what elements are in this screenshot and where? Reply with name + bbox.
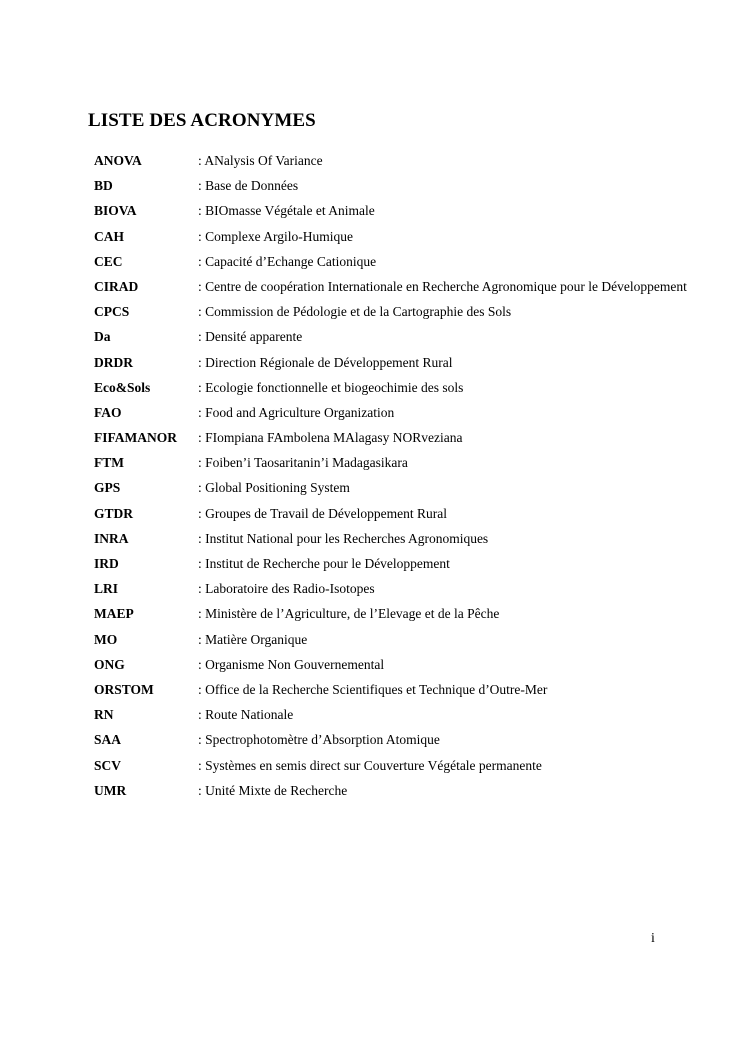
acronym-definition: : BIOmasse Végétale et Animale xyxy=(198,203,375,219)
acronym-definition: : Institut de Recherche pour le Développement xyxy=(198,556,450,571)
acronym-abbr: CEC xyxy=(94,253,123,269)
acronym-definition: : Global Positioning System xyxy=(198,480,350,496)
acronym-row xyxy=(94,176,739,201)
acronym-row xyxy=(94,756,739,781)
acronym-abbr: ONG xyxy=(94,656,125,672)
acronym-definition: : Complexe Argilo-Humique xyxy=(198,228,353,244)
acronym-abbr: GTDR xyxy=(94,505,134,521)
acronym-row xyxy=(94,277,739,302)
acronym-abbr: GPS xyxy=(94,480,121,496)
acronym-row xyxy=(94,151,739,176)
acronym-row xyxy=(94,529,739,554)
acronym-abbr: CPCS xyxy=(94,304,130,320)
acronym-definition: : Route Nationale xyxy=(198,707,294,723)
acronym-row xyxy=(94,353,739,378)
acronym-row xyxy=(94,378,739,403)
acronym-abbr: FAO xyxy=(94,404,122,420)
acronym-definition: : Laboratoire des Radio-Isotopes xyxy=(198,581,375,597)
acronym-definition: : FIompiana FAmbolena MAlagasy NORveziana xyxy=(198,430,463,446)
acronym-row xyxy=(94,630,739,655)
acronym-abbr: FIFAMANOR xyxy=(94,430,177,446)
acronym-definition: : ANalysis Of Variance xyxy=(198,153,323,168)
acronym-abbr: DRDR xyxy=(94,354,133,370)
acronym-row xyxy=(94,781,739,806)
acronym-row xyxy=(94,730,739,755)
acronym-definition: : Centre de coopération Internationale en Recherche Agronomique pour le Développement xyxy=(198,278,687,294)
acronym-definition: : Groupes de Travail de Développement Rural xyxy=(198,505,447,521)
acronym-definition: : Ministère de l’Agriculture, de l’Elevage et de la Pêche xyxy=(198,606,500,622)
acronym-definition: : Systèmes en semis direct sur Couverture Végétale permanente xyxy=(198,757,542,773)
acronym-definition: : Spectrophotomètre d’Absorption Atomique xyxy=(198,732,440,748)
acronym-abbr: ANOVA xyxy=(94,153,142,168)
acronym-row xyxy=(94,604,739,629)
acronym-row xyxy=(94,252,739,277)
acronym-abbr: Da xyxy=(94,329,111,345)
acronym-row xyxy=(94,655,739,680)
acronym-abbr: UMR xyxy=(94,782,127,798)
acronym-definition: : Matière Organique xyxy=(198,631,308,647)
acronym-abbr: MAEP xyxy=(94,606,134,622)
acronym-abbr: ORSTOM xyxy=(94,681,154,697)
acronym-row xyxy=(94,403,739,428)
page-number: i xyxy=(651,931,655,946)
acronym-row xyxy=(94,302,739,327)
acronym-row xyxy=(94,227,739,252)
acronym-definition: : Direction Régionale de Développement Rural xyxy=(198,354,453,370)
acronym-definition: : Organisme Non Gouvernemental xyxy=(198,656,385,672)
acronym-row xyxy=(94,201,739,226)
acronym-definition: : Unité Mixte de Recherche xyxy=(198,782,348,798)
acronym-definition: : Densité apparente xyxy=(198,329,303,345)
acronym-abbr: BIOVA xyxy=(94,203,137,219)
acronym-abbr: MO xyxy=(94,631,118,647)
acronym-definition: : Base de Données xyxy=(198,178,299,194)
acronym-definition: : Ecologie fonctionnelle et biogeochimie des sols xyxy=(198,379,464,395)
acronym-definition: : Foiben’i Taosaritanin’i Madagasikara xyxy=(198,455,408,471)
acronym-definition: : Office de la Recherche Scientifiques et Technique d’Outre-Mer xyxy=(198,681,548,697)
acronym-abbr: Eco&Sols xyxy=(94,379,151,395)
acronym-definition: : Commission de Pédologie et de la Cartographie des Sols xyxy=(198,304,512,320)
acronym-list xyxy=(94,151,739,806)
acronym-row xyxy=(94,705,739,730)
acronym-row xyxy=(94,428,739,453)
acronym-definition: : Food and Agriculture Organization xyxy=(198,404,395,420)
acronym-abbr: CIRAD xyxy=(94,278,139,294)
acronym-abbr: BD xyxy=(94,178,113,194)
acronym-row xyxy=(94,579,739,604)
acronym-row xyxy=(94,453,739,478)
acronym-row xyxy=(94,680,739,705)
acronym-definition: : Capacité d’Echange Cationique xyxy=(198,253,377,269)
acronym-row xyxy=(94,504,739,529)
acronym-abbr: CAH xyxy=(94,228,124,244)
acronym-abbr: INRA xyxy=(94,530,129,546)
acronym-abbr: FTM xyxy=(94,455,124,471)
acronym-row xyxy=(94,554,739,579)
acronym-row xyxy=(94,478,739,503)
acronym-abbr: SCV xyxy=(94,757,122,773)
page-title: LISTE DES ACRONYMES xyxy=(88,110,316,131)
acronym-abbr: SAA xyxy=(94,732,122,748)
acronym-definition: : Institut National pour les Recherches Agronomiques xyxy=(198,530,489,546)
acronym-row xyxy=(94,327,739,352)
acronym-abbr: RN xyxy=(94,707,114,723)
acronym-abbr: IRD xyxy=(94,556,119,571)
acronym-abbr: LRI xyxy=(94,581,119,597)
